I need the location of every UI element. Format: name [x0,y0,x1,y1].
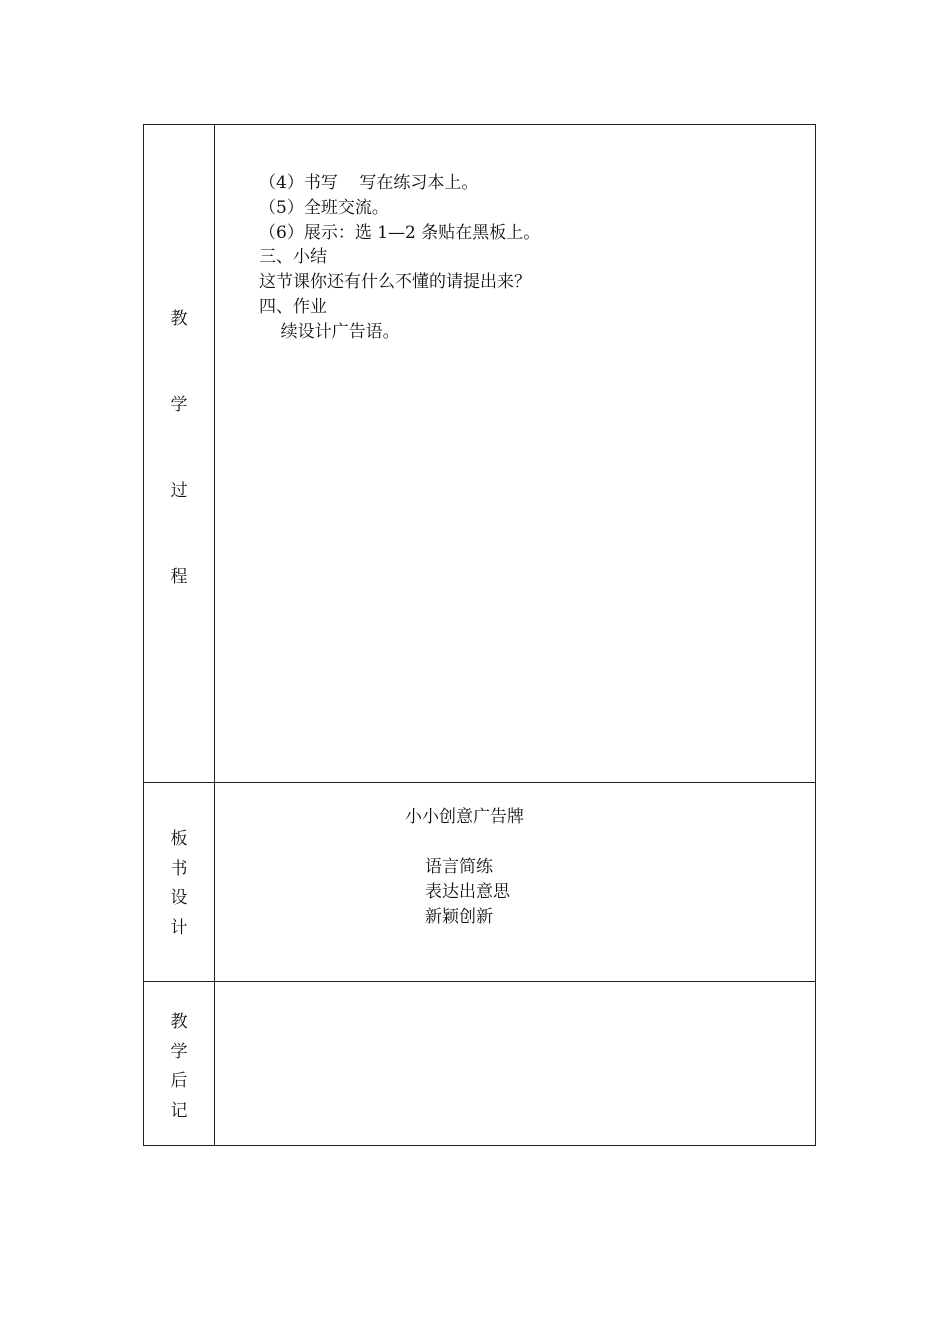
label-char: 过 [170,481,188,501]
board-design-content-cell [215,783,816,982]
board-points [425,855,510,930]
teaching-process-label-cell [144,125,215,783]
teaching-process-label [144,125,214,653]
process-line: （6）展示：选 1—2 条贴在黑板上。 [259,222,541,243]
teaching-process-content [215,125,815,345]
teaching-process-content-cell [215,125,816,783]
process-line: （4）书写 写在练习本上。 [259,173,479,193]
process-line: 四、作业 [259,296,327,317]
teaching-notes-row [144,982,816,1146]
board-point: 新颖创新 [425,907,493,927]
board-point: 语言简练 [425,857,493,877]
board-design-label-cell [144,783,215,982]
label-char: 学 [170,1041,188,1062]
board-design-row [144,783,816,982]
process-line: （5）全班交流。 [259,197,389,218]
teaching-notes-label [144,982,214,1130]
process-line: 三、小结 [259,247,327,268]
label-char: 计 [170,917,188,938]
label-char: 程 [170,567,188,587]
label-char: 记 [170,1100,188,1121]
label-char: 教 [170,309,188,329]
label-char: 教 [170,1012,188,1032]
label-char: 后 [170,1071,188,1091]
process-line: 续设计广告语。 [259,321,400,342]
process-line: 这节课你还有什么不懂的请提出来？ [259,272,531,293]
teaching-process-row [144,125,816,783]
board-point: 表达出意思 [425,882,510,902]
board-design-label [144,783,214,947]
label-char: 设 [170,888,188,908]
teaching-notes-label-cell [144,982,215,1146]
lesson-plan-table [143,124,816,1146]
label-char: 书 [170,858,188,879]
label-char: 板 [170,829,188,849]
label-char: 学 [170,395,188,415]
teaching-notes-content-cell [215,982,816,1146]
board-title: 小小创意广告牌 [405,807,524,827]
